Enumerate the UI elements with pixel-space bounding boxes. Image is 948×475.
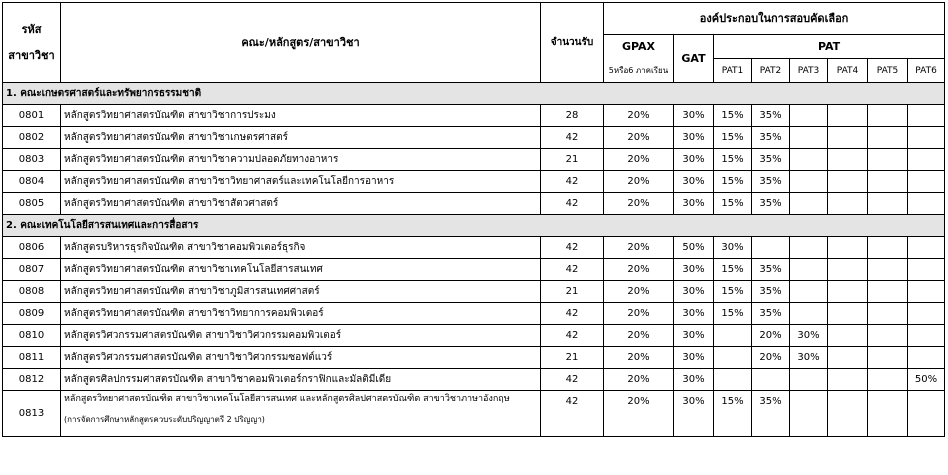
pat6-value bbox=[908, 127, 945, 149]
pat2-value: 20% bbox=[752, 347, 790, 369]
seats-value: 42 bbox=[541, 325, 604, 347]
code-header bbox=[3, 3, 61, 83]
pat3-value: 30% bbox=[790, 347, 828, 369]
pat1-value: 15% bbox=[714, 391, 752, 437]
program-name-text: หลักสูตรวิทยาศาสตรบัณฑิต สาขาวิชาเกษตรศาสตร์ bbox=[64, 131, 289, 143]
program-name bbox=[61, 193, 541, 215]
program-name-text: หลักสูตรศิลปกรรมศาสตรบัณฑิต สาขาวิชาคอมพิวเตอร์กราฟิกและมัลติมีเดีย bbox=[64, 373, 392, 385]
pat1-value: 15% bbox=[714, 171, 752, 193]
pat6-value bbox=[908, 281, 945, 303]
section-title: 2. คณะเทคโนโลยีสารสนเทศและการสื่อสาร bbox=[3, 215, 945, 237]
program-name-text: หลักสูตรวิทยาศาสตรบัณฑิต สาขาวิชาการประมง bbox=[64, 109, 276, 121]
program-code: 0801 bbox=[3, 105, 61, 127]
pat4-value bbox=[828, 259, 868, 281]
program-header: คณะ/หลักสูตร/สาขาวิชา bbox=[61, 3, 541, 83]
seats-header: จำนวนรับ bbox=[541, 3, 604, 83]
pat3-value bbox=[790, 391, 828, 437]
pat4-value bbox=[828, 347, 868, 369]
gpax-value: 20% bbox=[604, 391, 674, 437]
program-name bbox=[61, 105, 541, 127]
pat6-value bbox=[908, 303, 945, 325]
gat-value: 30% bbox=[674, 149, 714, 171]
pat1-header: PAT1 bbox=[714, 59, 752, 83]
seats-value: 42 bbox=[541, 259, 604, 281]
program-name-text: หลักสูตรวิทยาศาสตรบัณฑิต สาขาวิชาเทคโนโลยีสารสนเทศ และหลักสูตรศิลปศาสตรบัณฑิต สาขาวิชาภาษาอังกฤษ bbox=[64, 394, 510, 404]
seats-value: 42 bbox=[541, 171, 604, 193]
gat-value: 30% bbox=[674, 105, 714, 127]
table-row bbox=[3, 325, 945, 347]
gat-value: 30% bbox=[674, 193, 714, 215]
pat5-value bbox=[868, 193, 908, 215]
pat1-value: 15% bbox=[714, 127, 752, 149]
pat3-value: 30% bbox=[790, 325, 828, 347]
pat5-value bbox=[868, 325, 908, 347]
gpax-value: 20% bbox=[604, 369, 674, 391]
section-row bbox=[3, 215, 945, 237]
program-name-text: หลักสูตรวิทยาศาสตรบัณฑิต สาขาวิชาความปลอดภัยทางอาหาร bbox=[64, 153, 339, 165]
pat6-value bbox=[908, 259, 945, 281]
program-code: 0807 bbox=[3, 259, 61, 281]
program-name bbox=[61, 391, 541, 437]
pat4-value bbox=[828, 127, 868, 149]
program-name bbox=[61, 149, 541, 171]
pat4-value bbox=[828, 325, 868, 347]
program-code: 0810 bbox=[3, 325, 61, 347]
code-header-line1: รหัส bbox=[21, 22, 42, 36]
seats-value: 21 bbox=[541, 149, 604, 171]
seats-value: 42 bbox=[541, 237, 604, 259]
program-name bbox=[61, 259, 541, 281]
program-code: 0804 bbox=[3, 171, 61, 193]
gpax-note: 5หรือ6 ภาคเรียน bbox=[608, 65, 669, 75]
pat2-value: 35% bbox=[752, 391, 790, 437]
pat2-value: 35% bbox=[752, 193, 790, 215]
pat1-value: 15% bbox=[714, 303, 752, 325]
pat4-value bbox=[828, 237, 868, 259]
gpax-value: 20% bbox=[604, 303, 674, 325]
pat5-value bbox=[868, 303, 908, 325]
section-row bbox=[3, 83, 945, 105]
table-row bbox=[3, 347, 945, 369]
program-name bbox=[61, 347, 541, 369]
pat2-header: PAT2 bbox=[752, 59, 790, 83]
pat1-value bbox=[714, 325, 752, 347]
table-row bbox=[3, 281, 945, 303]
pat3-value bbox=[790, 105, 828, 127]
pat6-value bbox=[908, 325, 945, 347]
pat3-value bbox=[790, 259, 828, 281]
pat-header: PAT bbox=[714, 35, 945, 59]
pat1-value: 30% bbox=[714, 237, 752, 259]
pat4-value bbox=[828, 391, 868, 437]
seats-value: 42 bbox=[541, 193, 604, 215]
section-title: 1. คณะเกษตรศาสตร์และทรัพยากรธรรมชาติ bbox=[3, 83, 945, 105]
table-row bbox=[3, 105, 945, 127]
pat3-value bbox=[790, 193, 828, 215]
program-code: 0803 bbox=[3, 149, 61, 171]
pat2-value: 35% bbox=[752, 127, 790, 149]
pat5-value bbox=[868, 259, 908, 281]
program-name-text: หลักสูตรวิศวกรรมศาสตรบัณฑิต สาขาวิชาวิศวกรรมคอมพิวเตอร์ bbox=[64, 329, 342, 341]
pat4-value bbox=[828, 369, 868, 391]
pat1-value bbox=[714, 347, 752, 369]
pat1-value: 15% bbox=[714, 149, 752, 171]
pat4-value bbox=[828, 149, 868, 171]
pat5-value bbox=[868, 369, 908, 391]
table-row bbox=[3, 237, 945, 259]
pat3-value bbox=[790, 303, 828, 325]
pat5-value bbox=[868, 237, 908, 259]
table-row bbox=[3, 391, 945, 437]
program-code: 0805 bbox=[3, 193, 61, 215]
pat2-value: 35% bbox=[752, 171, 790, 193]
pat5-value bbox=[868, 105, 908, 127]
pat5-value bbox=[868, 281, 908, 303]
program-name bbox=[61, 171, 541, 193]
admission-table-container bbox=[2, 2, 945, 437]
pat5-value bbox=[868, 171, 908, 193]
program-code: 0812 bbox=[3, 369, 61, 391]
pat3-value bbox=[790, 127, 828, 149]
gat-value: 30% bbox=[674, 303, 714, 325]
pat2-value: 35% bbox=[752, 259, 790, 281]
gpax-value: 20% bbox=[604, 281, 674, 303]
table-row bbox=[3, 193, 945, 215]
program-name-text: หลักสูตรวิศวกรรมศาสตรบัณฑิต สาขาวิชาวิศวกรรมซอฟต์แวร์ bbox=[64, 351, 333, 363]
seats-value: 21 bbox=[541, 347, 604, 369]
pat2-value: 35% bbox=[752, 105, 790, 127]
header-row-1 bbox=[3, 3, 945, 35]
table-row bbox=[3, 149, 945, 171]
table-row bbox=[3, 369, 945, 391]
pat6-value bbox=[908, 347, 945, 369]
program-name bbox=[61, 127, 541, 149]
table-row bbox=[3, 171, 945, 193]
seats-value: 28 bbox=[541, 105, 604, 127]
pat4-value bbox=[828, 281, 868, 303]
program-note: (การจัดการศึกษาหลักสูตรควบระดับปริญญาตรี 2 ปริญญา) bbox=[64, 415, 265, 424]
pat4-value bbox=[828, 105, 868, 127]
pat3-value bbox=[790, 237, 828, 259]
pat5-value bbox=[868, 127, 908, 149]
table-row bbox=[3, 259, 945, 281]
pat1-value: 15% bbox=[714, 105, 752, 127]
gat-header: GAT bbox=[674, 35, 714, 83]
pat3-value bbox=[790, 149, 828, 171]
pat5-header: PAT5 bbox=[868, 59, 908, 83]
seats-value: 21 bbox=[541, 281, 604, 303]
pat1-value: 15% bbox=[714, 281, 752, 303]
program-name-text: หลักสูตรบริหารธุรกิจบัณฑิต สาขาวิชาคอมพิวเตอร์ธุรกิจ bbox=[64, 241, 306, 253]
gpax-value: 20% bbox=[604, 259, 674, 281]
program-name-text: หลักสูตรวิทยาศาสตรบัณฑิต สาขาวิชาภูมิสารสนเทศศาสตร์ bbox=[64, 285, 320, 297]
gat-value: 30% bbox=[674, 171, 714, 193]
gpax-value: 20% bbox=[604, 149, 674, 171]
pat3-value bbox=[790, 369, 828, 391]
gat-value: 30% bbox=[674, 127, 714, 149]
gat-value: 50% bbox=[674, 237, 714, 259]
gpax-label: GPAX bbox=[621, 39, 656, 53]
pat5-value bbox=[868, 149, 908, 171]
gpax-value: 20% bbox=[604, 193, 674, 215]
program-name-text: หลักสูตรวิทยาศาสตรบัณฑิต สาขาวิชาวิทยาการคอมพิวเตอร์ bbox=[64, 307, 324, 319]
pat2-value: 35% bbox=[752, 303, 790, 325]
program-name-text: หลักสูตรวิทยาศาสตรบัณฑิต สาขาวิชาสัตวศาสตร์ bbox=[64, 197, 279, 209]
pat2-value bbox=[752, 237, 790, 259]
pat6-value bbox=[908, 193, 945, 215]
pat3-header: PAT3 bbox=[790, 59, 828, 83]
program-name-text: หลักสูตรวิทยาศาสตรบัณฑิต สาขาวิชาวิทยาศาสตร์และเทคโนโลยีการอาหาร bbox=[64, 175, 395, 187]
gpax-value: 20% bbox=[604, 325, 674, 347]
pat6-value bbox=[908, 237, 945, 259]
program-name-text: หลักสูตรวิทยาศาสตรบัณฑิต สาขาวิชาเทคโนโลยีสารสนเทศ bbox=[64, 263, 323, 275]
pat4-value bbox=[828, 303, 868, 325]
pat6-value: 50% bbox=[908, 369, 945, 391]
program-code: 0806 bbox=[3, 237, 61, 259]
pat3-value bbox=[790, 281, 828, 303]
pat6-value bbox=[908, 171, 945, 193]
code-header-line2: สาขาวิชา bbox=[8, 48, 55, 62]
gpax-value: 20% bbox=[604, 127, 674, 149]
table-row bbox=[3, 303, 945, 325]
pat2-value: 35% bbox=[752, 281, 790, 303]
admission-criteria-table bbox=[2, 2, 945, 437]
pat3-value bbox=[790, 171, 828, 193]
program-code: 0802 bbox=[3, 127, 61, 149]
program-code: 0811 bbox=[3, 347, 61, 369]
table-row bbox=[3, 127, 945, 149]
gat-value: 30% bbox=[674, 281, 714, 303]
table-body bbox=[3, 83, 945, 437]
gpax-header bbox=[604, 35, 674, 83]
program-code: 0809 bbox=[3, 303, 61, 325]
pat6-header: PAT6 bbox=[908, 59, 945, 83]
program-name bbox=[61, 303, 541, 325]
gat-value: 30% bbox=[674, 325, 714, 347]
seats-value: 42 bbox=[541, 127, 604, 149]
program-name bbox=[61, 281, 541, 303]
gpax-value: 20% bbox=[604, 237, 674, 259]
pat6-value bbox=[908, 105, 945, 127]
pat4-value bbox=[828, 171, 868, 193]
gpax-value: 20% bbox=[604, 105, 674, 127]
pat2-value: 20% bbox=[752, 325, 790, 347]
program-code: 0813 bbox=[3, 391, 61, 437]
seats-value: 42 bbox=[541, 303, 604, 325]
components-header: องค์ประกอบในการสอบคัดเลือก bbox=[604, 3, 945, 35]
program-name bbox=[61, 237, 541, 259]
seats-value: 42 bbox=[541, 391, 604, 437]
gpax-value: 20% bbox=[604, 347, 674, 369]
pat5-value bbox=[868, 391, 908, 437]
pat1-value: 15% bbox=[714, 193, 752, 215]
pat4-value bbox=[828, 193, 868, 215]
pat6-value bbox=[908, 149, 945, 171]
pat2-value: 35% bbox=[752, 149, 790, 171]
seats-value: 42 bbox=[541, 369, 604, 391]
pat2-value bbox=[752, 369, 790, 391]
pat1-value bbox=[714, 369, 752, 391]
program-name bbox=[61, 369, 541, 391]
pat5-value bbox=[868, 347, 908, 369]
gat-value: 30% bbox=[674, 391, 714, 437]
gpax-value: 20% bbox=[604, 171, 674, 193]
pat1-value: 15% bbox=[714, 259, 752, 281]
program-code: 0808 bbox=[3, 281, 61, 303]
program-name bbox=[61, 325, 541, 347]
gat-value: 30% bbox=[674, 369, 714, 391]
pat4-header: PAT4 bbox=[828, 59, 868, 83]
pat6-value bbox=[908, 391, 945, 437]
gat-value: 30% bbox=[674, 347, 714, 369]
gat-value: 30% bbox=[674, 259, 714, 281]
